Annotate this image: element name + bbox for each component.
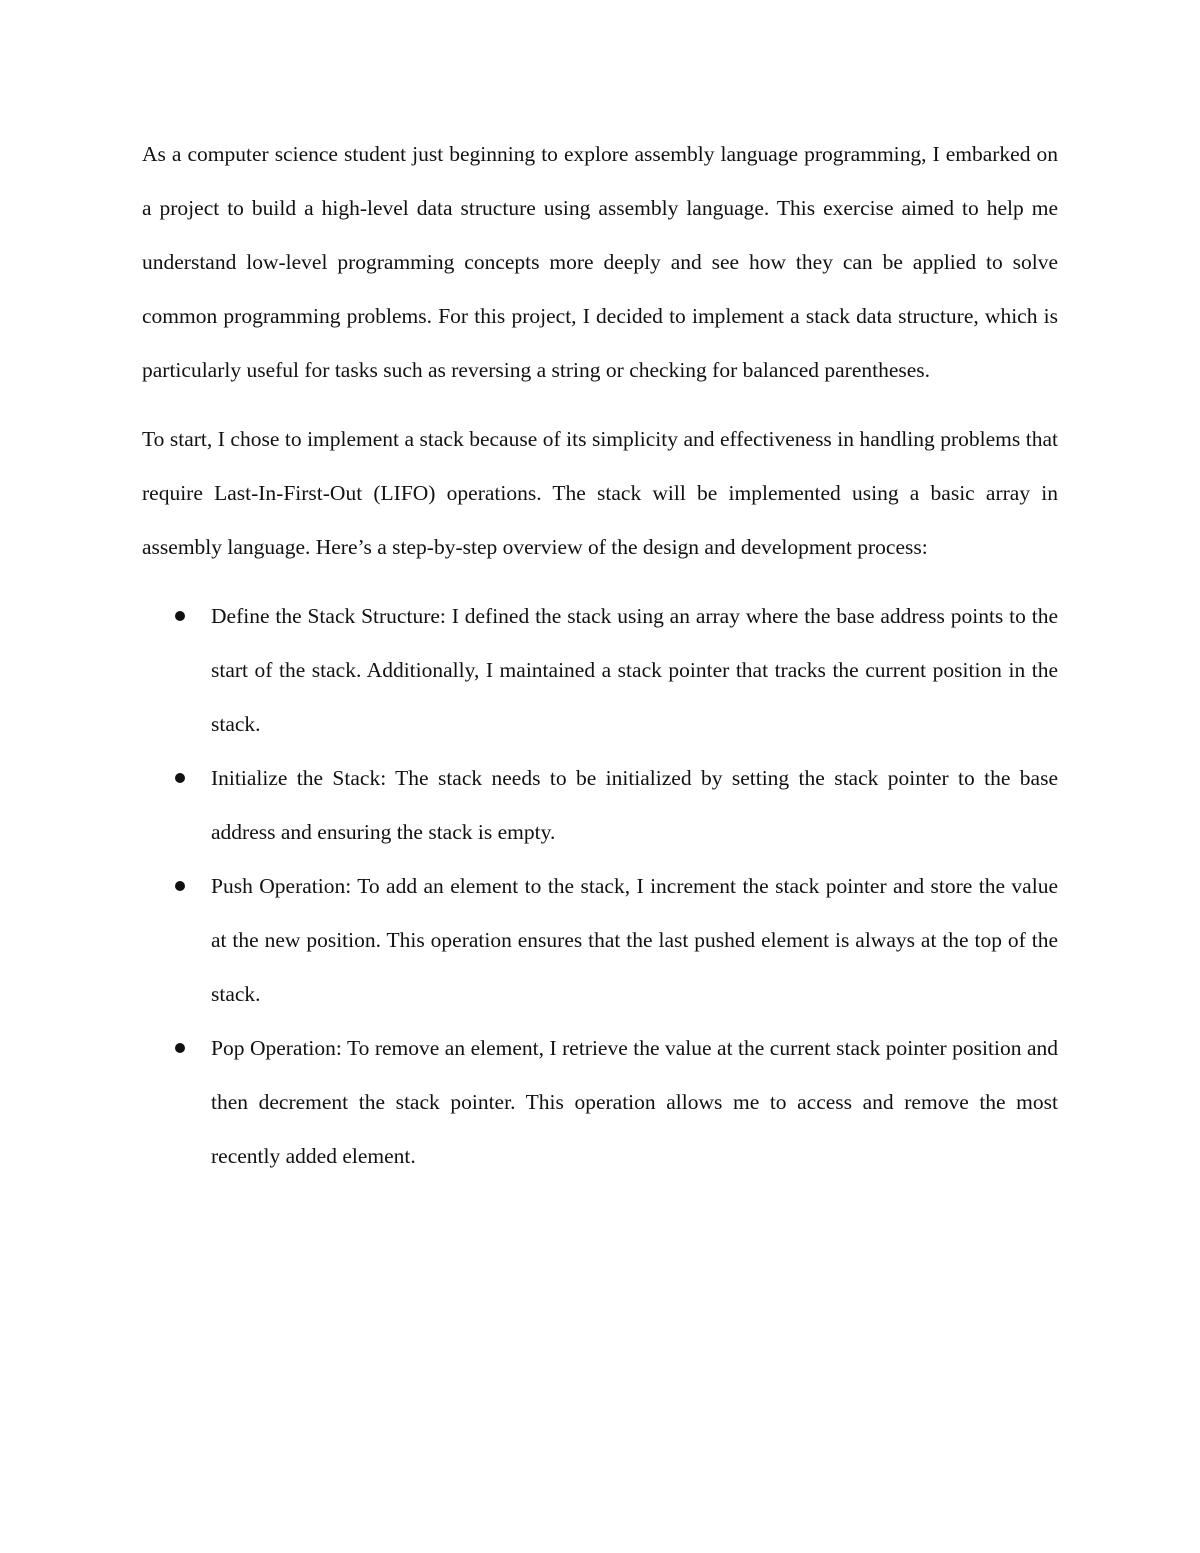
list-item	[142, 859, 1058, 1021]
paragraph-intro: As a computer science student just beginning to explore assembly language programming, I embarked on a project to build a high-level data structure using assembly language. This exercise aimed to help me understand low-level programming concepts more deeply and see how they can be applied to solve common programming problems. For this project, I decided to implement a stack data structure, which is particularly useful for tasks such as reversing a string or checking for balanced parentheses.	[142, 142, 1058, 382]
step-list	[142, 589, 1058, 1183]
bullet-icon	[175, 881, 185, 891]
list-item	[142, 589, 1058, 751]
list-item-text: Push Operation: To add an element to the stack, I increment the stack pointer and store the value at the new position. This operation ensures that the last pushed element is always at the top of the stack.	[211, 874, 1058, 1006]
list-item-text: Initialize the Stack: The stack needs to be initialized by setting the stack pointer to the base address and ensuring the stack is empty.	[211, 766, 1058, 844]
list-item-text: Pop Operation: To remove an element, I retrieve the value at the current stack pointer position and then decrement the stack pointer. This operation allows me to access and remove the most recently added element.	[211, 1036, 1058, 1168]
document-body	[142, 127, 1058, 1183]
bullet-icon	[175, 611, 185, 621]
list-item	[142, 1021, 1058, 1183]
list-item-text: Define the Stack Structure: I defined the stack using an array where the base address points to the start of the stack. Additionally, I maintained a stack pointer that tracks the current position in the stack.	[211, 604, 1058, 736]
paragraph-design-overview: To start, I chose to implement a stack because of its simplicity and effectiveness in handling problems that require Last-In-First-Out (LIFO) operations. The stack will be implemented using a basic array in assembly language. Here’s a step-by-step overview of the design and development process:	[142, 427, 1058, 559]
bullet-icon	[175, 773, 185, 783]
bullet-icon	[175, 1043, 185, 1053]
list-item	[142, 751, 1058, 859]
